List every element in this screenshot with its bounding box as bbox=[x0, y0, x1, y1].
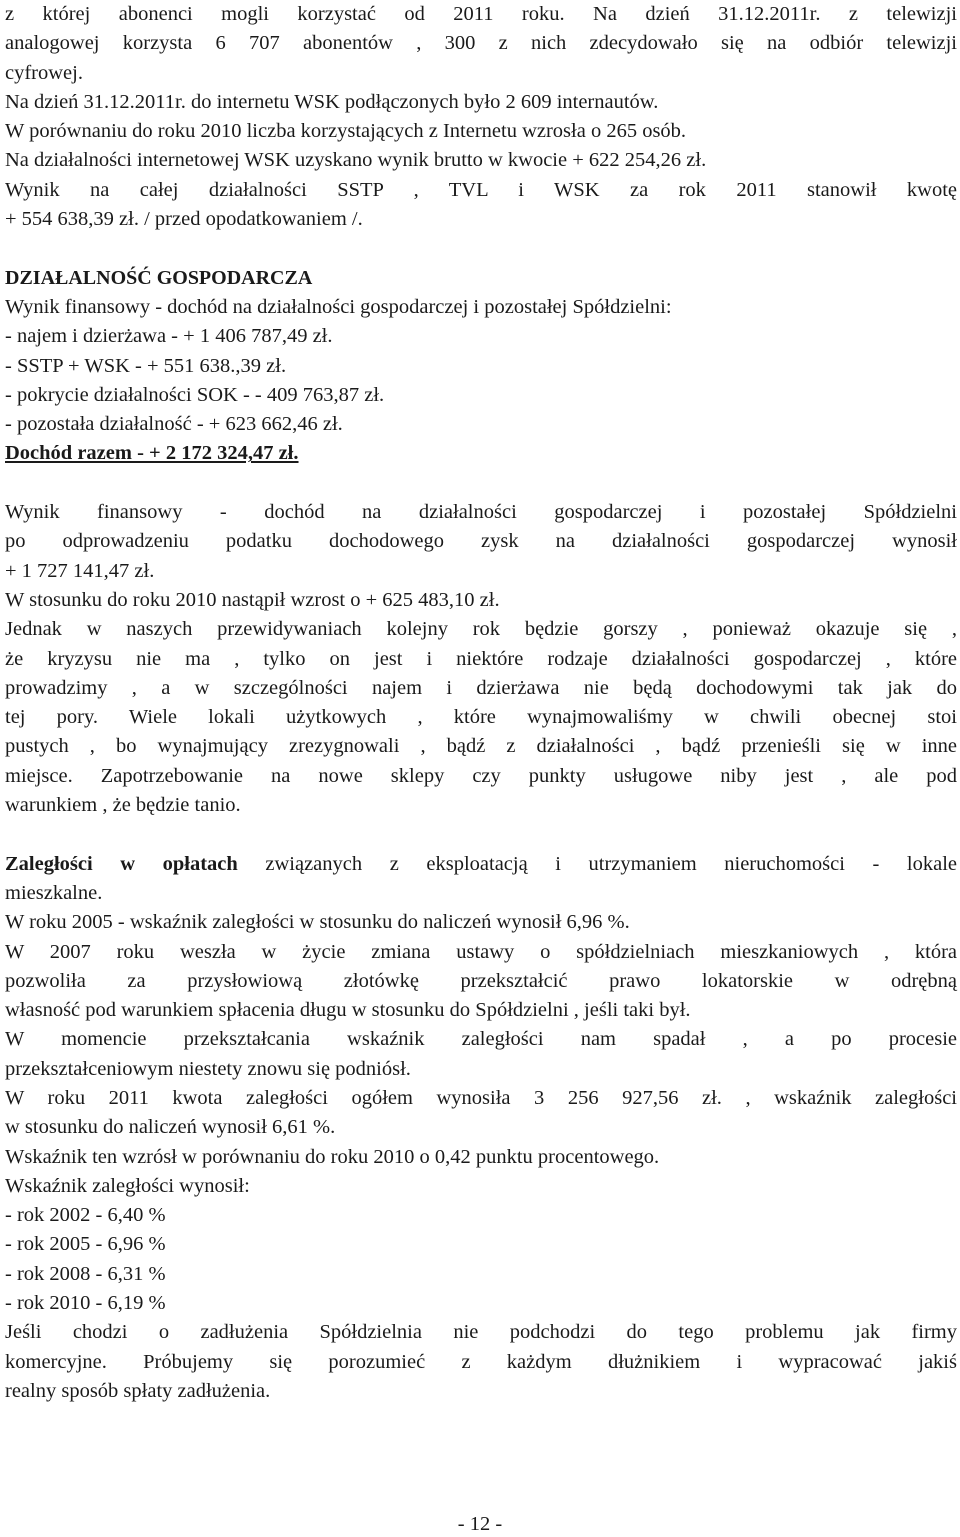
paragraph-line: W porównaniu do roku 2010 liczba korzystających z Internetu wzrosła o 265 osób. bbox=[5, 120, 687, 143]
spacer bbox=[5, 469, 957, 498]
paragraph-line: W 2007 roku weszła w życie zmiana ustawy o spółdzielniach mieszkaniowych , która bbox=[5, 940, 957, 963]
paragraph-line: mieszkalne. bbox=[5, 881, 103, 904]
document-page bbox=[5, 0, 957, 1406]
paragraph-line: tej pory. Wiele lokali użytkowych , które wynajmowaliśmy w chwili obecnej stoi bbox=[5, 706, 957, 729]
paragraph-line: Na działalności internetowej WSK uzyskano wynik brutto w kwocie + 622 254,26 zł. bbox=[5, 149, 707, 172]
paragraph-line: warunkiem , że będzie tanio. bbox=[5, 794, 241, 817]
paragraph-line: po odprowadzeniu podatku dochodowego zysk na działalności gospodarczej wynosił bbox=[5, 530, 957, 553]
page-number: - 12 - bbox=[457, 1513, 503, 1535]
paragraph-line bbox=[5, 850, 957, 879]
section-heading: DZIAŁALNOŚĆ GOSPODARCZA bbox=[5, 266, 313, 289]
paragraph-line: prowadzimy , a w szczególności najem i dzierżawa nie będą dochodowymi tak jak do bbox=[5, 676, 957, 699]
spacer bbox=[5, 820, 957, 849]
paragraph-line: pozwoliła za przysłowiową złotówkę przekształcić prawo lokatorskie w odrębną bbox=[5, 969, 957, 992]
list-item: - pozostała działalność - + 623 662,46 zł. bbox=[5, 413, 343, 436]
paragraph-line: W stosunku do roku 2010 nastąpił wzrost o + 625 483,10 zł. bbox=[5, 588, 500, 611]
paragraph-line: Wskaźnik zaległości wynosił: bbox=[5, 1174, 250, 1197]
paragraph-line: Wynik finansowy - dochód na działalności gospodarczej i pozostałej Spółdzielni: bbox=[5, 295, 672, 318]
paragraph-line: Jeśli chodzi o zadłużenia Spółdzielnia nie podchodzi do tego problemu jak firmy bbox=[5, 1321, 957, 1344]
paragraph-line: + 554 638,39 zł. / przed opodatkowaniem /. bbox=[5, 208, 363, 231]
paragraph-line: w stosunku do naliczeń wynosił 6,61 %. bbox=[5, 1116, 336, 1139]
list-item: - SSTP + WSK - + 551 638.,39 zł. bbox=[5, 354, 287, 377]
paragraph-line: + 1 727 141,47 zł. bbox=[5, 559, 155, 582]
list-item: - pokrycie działalności SOK - - 409 763,87 zł. bbox=[5, 383, 385, 406]
list-item: - najem i dzierżawa - + 1 406 787,49 zł. bbox=[5, 325, 333, 348]
paragraph-line: realny sposób spłaty zadłużenia. bbox=[5, 1379, 271, 1402]
paragraph-line: analogowej korzysta 6 707 abonentów , 300 z nich zdecydowało się na odbiór telewizji bbox=[5, 32, 957, 55]
paragraph-line: W roku 2011 kwota zaległości ogółem wynosiła 3 256 927,56 zł. , wskaźnik zaległości bbox=[5, 1086, 957, 1109]
paragraph-line: cyfrowej. bbox=[5, 61, 83, 84]
paragraph-line: pustych , bo wynajmujący zrezygnowali , bądź z działalności , bądź przenieśli się w inne bbox=[5, 735, 957, 758]
list-item: - rok 2005 - 6,96 % bbox=[5, 1233, 166, 1256]
spacer bbox=[5, 234, 957, 263]
total-income: Dochód razem - + 2 172 324,47 zł. bbox=[5, 442, 299, 465]
list-item: - rok 2002 - 6,40 % bbox=[5, 1204, 166, 1227]
paragraph-line: komercyjne. Próbujemy się porozumieć z każdym dłużnikiem i wypracować jakiś bbox=[5, 1350, 957, 1373]
list-item: - rok 2008 - 6,31 % bbox=[5, 1262, 166, 1285]
paragraph-line: że kryzysu nie ma , tylko on jest i niektóre rodzaje działalności gospodarczej , które bbox=[5, 647, 957, 670]
list-item: - rok 2010 - 6,19 % bbox=[5, 1292, 166, 1315]
paragraph-line: W momencie przekształcania wskaźnik zaległości nam spadał , a po procesie bbox=[5, 1028, 957, 1051]
paragraph-line: Na dzień 31.12.2011r. do internetu WSK podłączonych było 2 609 internautów. bbox=[5, 90, 659, 113]
paragraph-line: miejsce. Zapotrzebowanie na nowe sklepy czy punkty usługowe niby jest , ale pod bbox=[5, 764, 957, 787]
paragraph-line: z której abonenci mogli korzystać od 2011 roku. Na dzień 31.12.2011r. z telewizji bbox=[5, 3, 957, 25]
paragraph-line: przekształceniowym niestety znowu się podniósł. bbox=[5, 1057, 411, 1080]
section-lead: Zaległości w opłatach bbox=[5, 852, 238, 875]
paragraph-line: Jednak w naszych przewidywaniach kolejny rok będzie gorszy , ponieważ okazuje się , bbox=[5, 618, 957, 641]
paragraph-line: Wynik na całej działalności SSTP , TVL i WSK za rok 2011 stanowił kwotę bbox=[5, 178, 957, 201]
paragraph-line: W roku 2005 - wskaźnik zaległości w stosunku do naliczeń wynosił 6,96 %. bbox=[5, 911, 630, 934]
paragraph-line: własność pod warunkiem spłacenia długu w stosunku do Spółdzielni , jeśli taki był. bbox=[5, 999, 691, 1022]
section-lead-rest: związanych z eksploatacją i utrzymaniem nieruchomości - lokale bbox=[265, 852, 958, 875]
paragraph-line: Wynik finansowy - dochód na działalności gospodarczej i pozostałej Spółdzielni bbox=[5, 501, 957, 524]
paragraph-line: Wskaźnik ten wzrósł w porównaniu do roku 2010 o 0,42 punktu procentowego. bbox=[5, 1145, 660, 1168]
